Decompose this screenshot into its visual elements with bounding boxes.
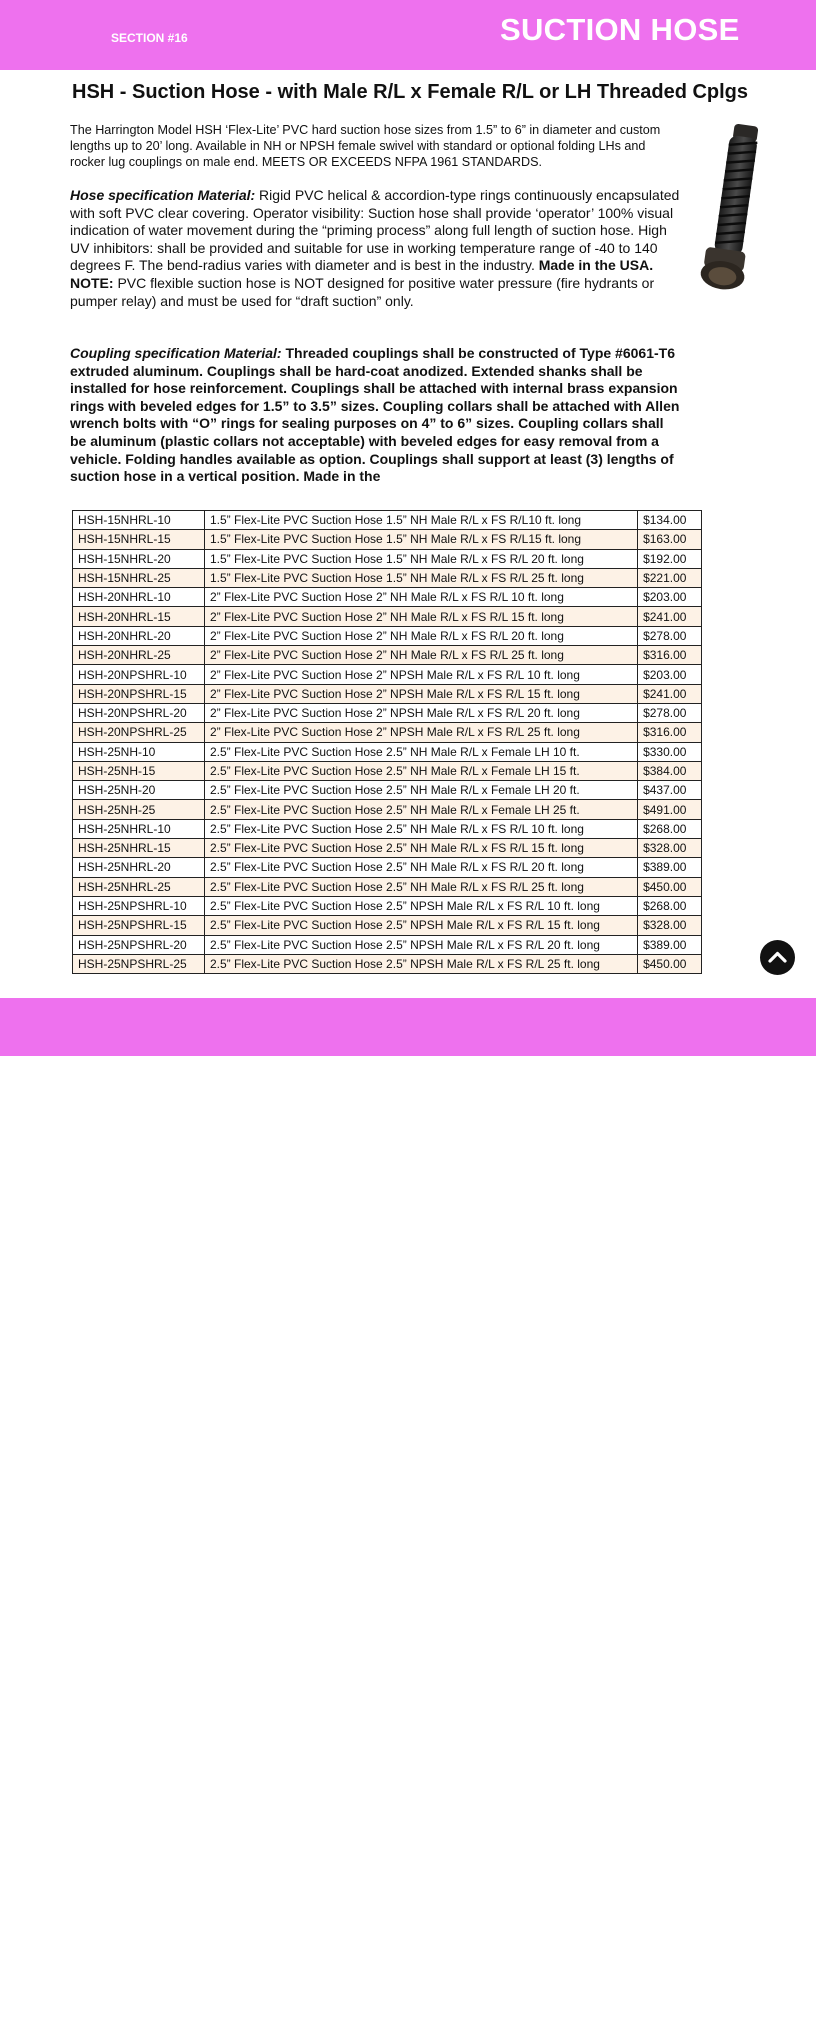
table-row	[73, 684, 702, 703]
product-price: $203.00	[638, 665, 702, 684]
product-price: $384.00	[638, 761, 702, 780]
product-code: HSH-20NPSHRL-10	[73, 665, 205, 684]
product-description: 2.5” Flex-Lite PVC Suction Hose 2.5” NPSH Male R/L x FS R/L 25 ft. long	[204, 954, 637, 973]
product-code: HSH-15NHRL-25	[73, 568, 205, 587]
product-description: 1.5” Flex-Lite PVC Suction Hose 1.5” NH Male R/L x FS R/L15 ft. long	[204, 530, 637, 549]
product-code: HSH-25NH-10	[73, 742, 205, 761]
product-code: HSH-25NPSHRL-20	[73, 935, 205, 954]
product-price: $328.00	[638, 916, 702, 935]
product-code: HSH-20NPSHRL-25	[73, 723, 205, 742]
coupling-spec-text: Threaded couplings shall be constructed of Type #6061-T6 extruded aluminum. Couplings shall be hard-coat anodized. Extended shanks shall be installed for hose reinforcement. Couplings shall be attached with internal brass expansion rings with beveled edges for 1.5” to 3.5” sizes. Coupling collars shall be attached with Allen wrench bolts with “O” rings for sealing purposes on 4” to 6” sizes. Coupling collars shall be aluminum (plastic collars not acceptable) with beveled edges for easy removal from a vehicle. Folding handles available as option. Couplings shall support at least (3) lengths of suction hose in a vertical position. Made in the	[70, 345, 680, 485]
table-row	[73, 549, 702, 568]
page-title: HSH - Suction Hose - with Male R/L x Female R/L or LH Threaded Cplgs	[72, 81, 749, 103]
product-description: 1.5” Flex-Lite PVC Suction Hose 1.5” NH Male R/L x FS R/L 20 ft. long	[204, 549, 637, 568]
product-price: $437.00	[638, 781, 702, 800]
table-row	[73, 839, 702, 858]
product-price: $330.00	[638, 742, 702, 761]
product-code: HSH-20NHRL-20	[73, 626, 205, 645]
product-description: 2” Flex-Lite PVC Suction Hose 2” NH Male R/L x FS R/L 20 ft. long	[204, 626, 637, 645]
footer-band	[0, 998, 816, 2037]
product-price: $134.00	[638, 511, 702, 530]
table-row	[73, 819, 702, 838]
product-price: $203.00	[638, 588, 702, 607]
price-table-body	[73, 511, 702, 974]
hose-spec-label: Hose specification Material:	[70, 187, 256, 203]
product-description: 2.5” Flex-Lite PVC Suction Hose 2.5” NH Male R/L x Female LH 15 ft.	[204, 761, 637, 780]
table-row	[73, 626, 702, 645]
table-row	[73, 800, 702, 819]
table-row	[73, 896, 702, 915]
table-row	[73, 665, 702, 684]
table-row	[73, 511, 702, 530]
product-code: HSH-25NH-20	[73, 781, 205, 800]
table-row	[73, 568, 702, 587]
product-description: 2” Flex-Lite PVC Suction Hose 2” NPSH Male R/L x FS R/L 10 ft. long	[204, 665, 637, 684]
product-description: 2” Flex-Lite PVC Suction Hose 2” NH Male R/L x FS R/L 10 ft. long	[204, 588, 637, 607]
coupling-spec-label: Coupling specification Material:	[70, 345, 282, 361]
product-code: HSH-20NHRL-10	[73, 588, 205, 607]
product-description: 2.5” Flex-Lite PVC Suction Hose 2.5” NH Male R/L x Female LH 20 ft.	[204, 781, 637, 800]
product-code: HSH-25NHRL-10	[73, 819, 205, 838]
product-code: HSH-25NH-25	[73, 800, 205, 819]
table-row	[73, 742, 702, 761]
table-row	[73, 954, 702, 973]
product-price: $316.00	[638, 646, 702, 665]
table-row	[73, 723, 702, 742]
coupling-spec-paragraph	[70, 345, 682, 486]
product-code: HSH-15NHRL-20	[73, 549, 205, 568]
product-description: 2.5” Flex-Lite PVC Suction Hose 2.5” NH Male R/L x FS R/L 15 ft. long	[204, 839, 637, 858]
table-row	[73, 530, 702, 549]
product-code: HSH-25NH-15	[73, 761, 205, 780]
intro-paragraph: The Harrington Model HSH ‘Flex-Lite’ PVC hard suction hose sizes from 1.5” to 6” in diameter and custom lengths up to 20’ long. Available in NH or NPSH female swivel with standard or optional folding LHs and rocker lug couplings on male end. MEETS OR EXCEEDS NFPA 1961 STANDARDS.	[70, 123, 661, 169]
product-price: $241.00	[638, 684, 702, 703]
product-description: 2.5” Flex-Lite PVC Suction Hose 2.5” NPSH Male R/L x FS R/L 20 ft. long	[204, 935, 637, 954]
table-row	[73, 761, 702, 780]
product-price: $389.00	[638, 858, 702, 877]
product-description: 2.5” Flex-Lite PVC Suction Hose 2.5” NH Male R/L x FS R/L 25 ft. long	[204, 877, 637, 896]
product-description: 2” Flex-Lite PVC Suction Hose 2” NPSH Male R/L x FS R/L 25 ft. long	[204, 723, 637, 742]
hose-spec-paragraph	[70, 187, 682, 310]
product-price: $450.00	[638, 877, 702, 896]
product-description: 1.5” Flex-Lite PVC Suction Hose 1.5” NH Male R/L x FS R/L 25 ft. long	[204, 568, 637, 587]
table-row	[73, 703, 702, 722]
product-code: HSH-15NHRL-10	[73, 511, 205, 530]
table-row	[73, 935, 702, 954]
table-row	[73, 858, 702, 877]
product-description: 2.5” Flex-Lite PVC Suction Hose 2.5” NH Male R/L x FS R/L 20 ft. long	[204, 858, 637, 877]
product-code: HSH-15NHRL-15	[73, 530, 205, 549]
product-description: 2” Flex-Lite PVC Suction Hose 2” NH Male R/L x FS R/L 15 ft. long	[204, 607, 637, 626]
header-band	[0, 0, 816, 70]
product-code: HSH-25NHRL-20	[73, 858, 205, 877]
product-price: $328.00	[638, 839, 702, 858]
scroll-to-top-button[interactable]	[760, 940, 795, 975]
section-number: SECTION #16	[111, 31, 188, 45]
table-row	[73, 646, 702, 665]
table-row	[73, 588, 702, 607]
product-description: 2.5” Flex-Lite PVC Suction Hose 2.5” NPSH Male R/L x FS R/L 10 ft. long	[204, 896, 637, 915]
section-title: SUCTION HOSE	[500, 12, 740, 47]
table-row	[73, 607, 702, 626]
product-code: HSH-20NHRL-15	[73, 607, 205, 626]
product-price: $163.00	[638, 530, 702, 549]
product-description: 2.5” Flex-Lite PVC Suction Hose 2.5” NH Male R/L x FS R/L 10 ft. long	[204, 819, 637, 838]
table-row	[73, 916, 702, 935]
product-code: HSH-25NPSHRL-10	[73, 896, 205, 915]
product-price: $268.00	[638, 896, 702, 915]
table-row	[73, 877, 702, 896]
product-code: HSH-25NPSHRL-15	[73, 916, 205, 935]
product-price: $450.00	[638, 954, 702, 973]
product-description: 2.5” Flex-Lite PVC Suction Hose 2.5” NH Male R/L x Female LH 10 ft.	[204, 742, 637, 761]
product-description: 2.5” Flex-Lite PVC Suction Hose 2.5” NPSH Male R/L x FS R/L 15 ft. long	[204, 916, 637, 935]
product-code: HSH-25NPSHRL-25	[73, 954, 205, 973]
product-code: HSH-20NHRL-25	[73, 646, 205, 665]
product-code: HSH-25NHRL-25	[73, 877, 205, 896]
phone-number: 800-553-0078	[330, 2012, 468, 2037]
product-price: $241.00	[638, 607, 702, 626]
product-price: $491.00	[638, 800, 702, 819]
product-price: $192.00	[638, 549, 702, 568]
hose-spec-bold: Made in the USA. NOTE:	[70, 257, 654, 291]
product-code: HSH-20NPSHRL-20	[73, 703, 205, 722]
table-row	[73, 781, 702, 800]
product-code: HSH-25NHRL-15	[73, 839, 205, 858]
product-price: $268.00	[638, 819, 702, 838]
product-code: HSH-20NPSHRL-15	[73, 684, 205, 703]
price-table	[72, 510, 702, 974]
hose-spec-text: Rigid PVC helical & accordion-type rings continuously encapsulated with soft PVC clear covering. Operator visibility: Suction hose shall provide ‘operator’ 100% visual indication of water movement during the “priming process” along full length of suction hose. High UV inhibitors: shall be provided and suitable for use in working temperature range of -40 to 140 degrees F. The bend-radius varies with diameter and is best in the industry.	[70, 187, 680, 274]
product-description: 1.5” Flex-Lite PVC Suction Hose 1.5” NH Male R/L x FS R/L10 ft. long	[204, 511, 637, 530]
product-price: $316.00	[638, 723, 702, 742]
page-number: PAGE 60	[92, 2021, 142, 2035]
product-price: $278.00	[638, 626, 702, 645]
product-description: 2” Flex-Lite PVC Suction Hose 2” NPSH Male R/L x FS R/L 15 ft. long	[204, 684, 637, 703]
product-description: 2.5” Flex-Lite PVC Suction Hose 2.5” NH Male R/L x Female LH 25 ft.	[204, 800, 637, 819]
product-price: $389.00	[638, 935, 702, 954]
product-price: $278.00	[638, 703, 702, 722]
suction-hose-photo	[686, 120, 780, 296]
hose-spec-note: PVC flexible suction hose is NOT designed for positive water pressure (fire hydrants or pumper relay) and must be used for “draft suction” only.	[70, 274, 655, 309]
product-description: 2” Flex-Lite PVC Suction Hose 2” NH Male R/L x FS R/L 25 ft. long	[204, 646, 637, 665]
chevron-up-icon	[760, 940, 795, 975]
product-description: 2” Flex-Lite PVC Suction Hose 2” NPSH Male R/L x FS R/L 20 ft. long	[204, 703, 637, 722]
product-price: $221.00	[638, 568, 702, 587]
